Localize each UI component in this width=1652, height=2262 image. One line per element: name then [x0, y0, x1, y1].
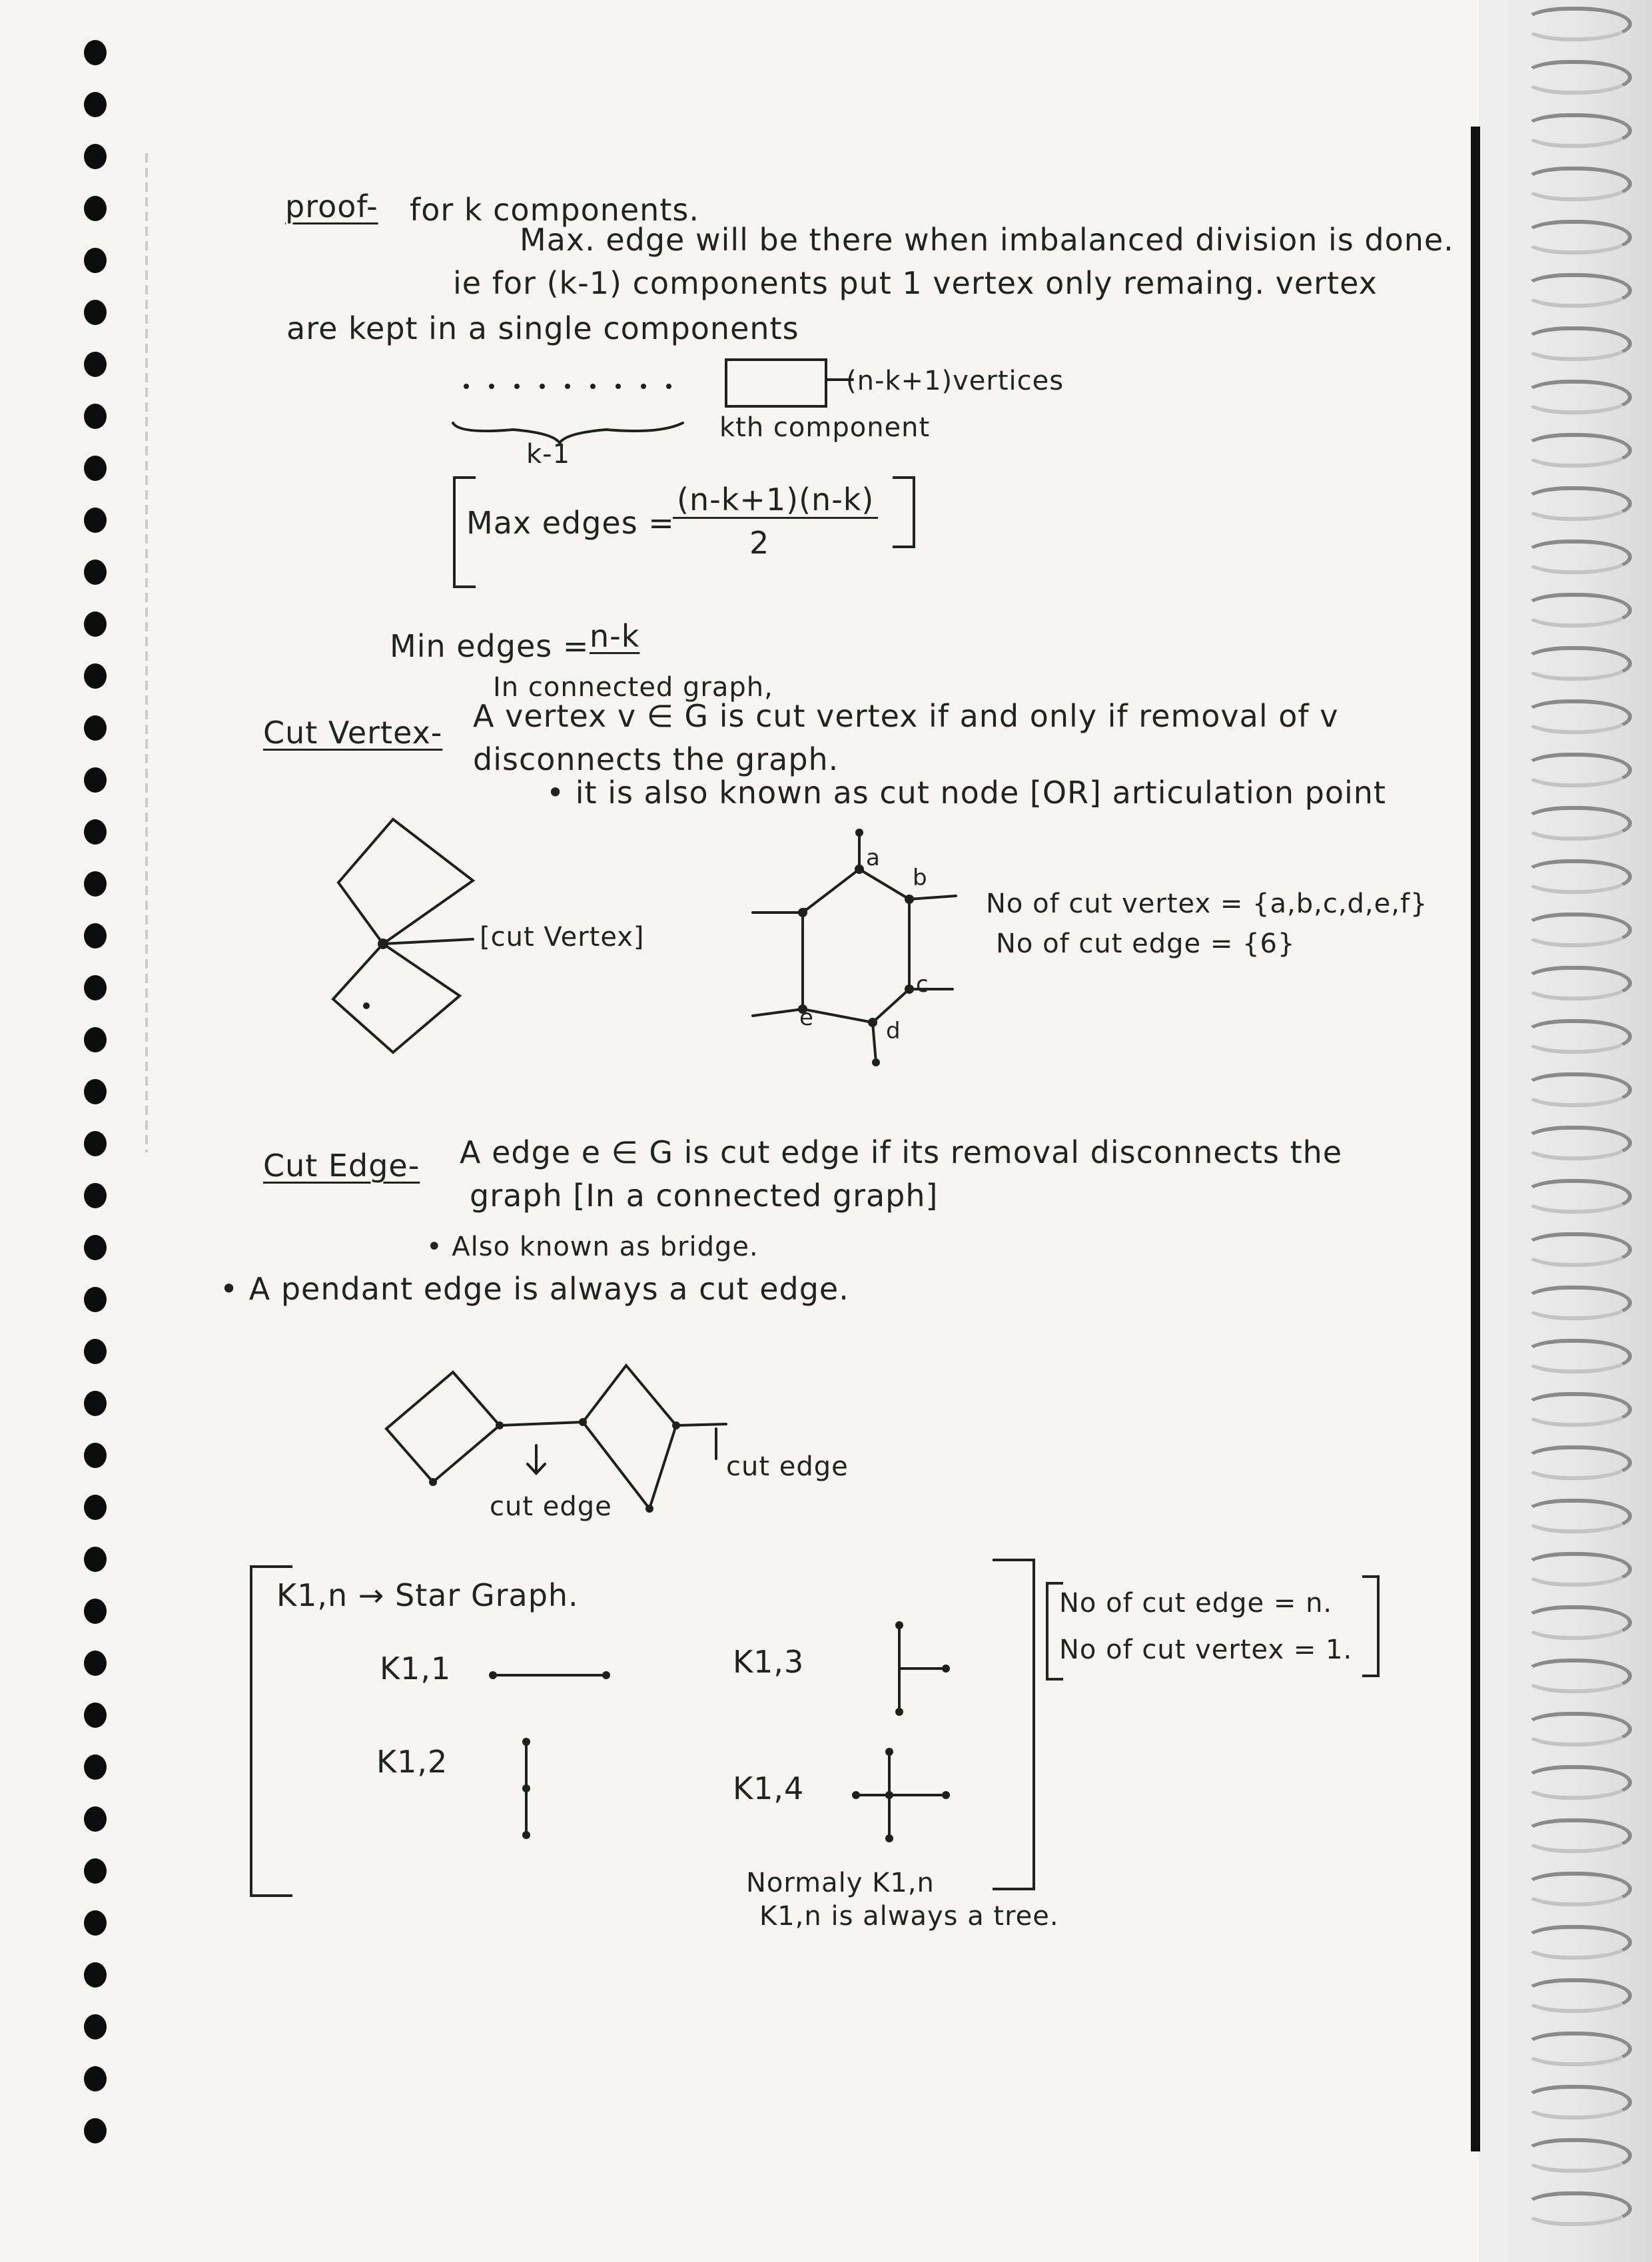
spiral-coil — [1524, 433, 1632, 468]
punch-hole — [84, 1754, 107, 1780]
cut-vertex-line-3: • it is also known as cut node [OR] articulation point — [546, 775, 1386, 811]
punch-hole — [84, 1391, 107, 1416]
star-left-bracket — [250, 1565, 292, 1897]
punch-hole — [84, 404, 107, 429]
punch-hole — [84, 1079, 107, 1104]
spiral-coil — [1524, 1765, 1632, 1800]
punch-hole — [84, 508, 107, 533]
punch-hole — [84, 92, 107, 117]
spiral-coil — [1524, 593, 1632, 627]
spiral-coil — [1524, 2085, 1632, 2119]
spiral-coil — [1524, 1445, 1632, 1480]
punch-hole — [84, 1910, 107, 1936]
spiral-coil — [1524, 1232, 1632, 1267]
component-dot — [489, 384, 494, 389]
punch-hole — [84, 1702, 107, 1728]
star-graphs-diagram — [486, 1625, 953, 1892]
spiral-coil — [1524, 753, 1632, 787]
cut-edge-line-4: • A pendant edge is always a cut edge. — [220, 1271, 849, 1307]
max-edges-label: Max edges = — [466, 505, 675, 541]
k-minus-1-label: k-1 — [526, 439, 571, 470]
punch-hole — [84, 1651, 107, 1676]
spiral-coil — [1524, 913, 1632, 947]
n-k-1-vertices-label: (n-k+1)vertices — [846, 366, 1064, 396]
cut-vertex-line-1: A vertex v ∈ G is cut vertex if and only if removal of v — [473, 698, 1339, 734]
hex-label-b: b — [913, 865, 928, 891]
spiral-coil — [1524, 2032, 1632, 2066]
k13-label: K1,3 — [733, 1644, 805, 1680]
component-dot — [616, 384, 621, 389]
punch-hole — [84, 1858, 107, 1884]
hex-label-c: c — [916, 971, 929, 998]
punch-hole — [84, 1962, 107, 1988]
spiral-coil — [1524, 1286, 1632, 1320]
spiral-coil — [1524, 1712, 1632, 1746]
star-note-1: Normaly K1,n — [746, 1868, 935, 1898]
component-dot — [590, 384, 596, 389]
cut-edge-line-1: A edge e ∈ G is cut edge if its removal disconnects the — [460, 1134, 1343, 1170]
spiral-coil — [1524, 2138, 1632, 2173]
cut-edge-line-2: graph [In a connected graph] — [470, 1178, 939, 1214]
k14-label: K1,4 — [733, 1770, 805, 1806]
spiral-coil — [1524, 1392, 1632, 1427]
spiral-coil — [1524, 806, 1632, 841]
spiral-coil — [1524, 1552, 1632, 1587]
punch-hole — [84, 767, 107, 793]
spiral-coil — [1524, 486, 1632, 521]
cut-edge-heading: Cut Edge- — [263, 1148, 420, 1184]
spiral-coil — [1524, 2191, 1632, 2226]
star-graph-title: K1,n → Star Graph. — [276, 1577, 579, 1613]
spiral-coil — [1524, 380, 1632, 414]
k12-label: K1,2 — [376, 1744, 448, 1780]
punch-hole — [84, 2118, 107, 2143]
punch-hole — [84, 40, 107, 65]
punch-hole — [84, 560, 107, 585]
max-edges-denominator: 2 — [749, 525, 770, 561]
spiral-coil — [1524, 1072, 1632, 1107]
spiral-coil — [1524, 60, 1632, 95]
k11-label: K1,1 — [380, 1651, 452, 1687]
punch-hole — [84, 1027, 107, 1052]
spiral-coil — [1524, 1339, 1632, 1373]
spiral-coil — [1524, 1818, 1632, 1853]
hexagon-diagram — [733, 826, 986, 1079]
punch-hole — [84, 1547, 107, 1572]
punch-hole — [84, 456, 107, 481]
punch-hole — [84, 1599, 107, 1624]
spiral-coil — [1524, 1019, 1632, 1054]
spiral-coil — [1524, 540, 1632, 574]
punch-hole — [84, 1495, 107, 1520]
proof-line-3: ie for (k-1) components put 1 vertex only remaing. vertex — [453, 265, 1378, 301]
punch-hole — [84, 300, 107, 325]
hex-label-f: f — [799, 905, 808, 931]
punch-hole — [84, 1183, 107, 1208]
punch-hole — [84, 248, 107, 273]
punch-hole — [84, 715, 107, 741]
punch-hole — [84, 1443, 107, 1468]
punch-hole — [84, 611, 107, 637]
punch-hole — [84, 923, 107, 948]
punch-holes — [73, 40, 107, 2171]
proof-line-4: are kept in a single components — [286, 310, 799, 346]
punch-hole — [84, 1235, 107, 1260]
hex-label-d: d — [886, 1018, 901, 1044]
cut-vertex-heading: Cut Vertex- — [263, 715, 443, 751]
spiral-coil — [1524, 1605, 1632, 1640]
cut-vertex-line-2: disconnects the graph. — [473, 741, 839, 777]
cut-edge-label-left: cut edge — [490, 1491, 612, 1522]
punch-hole — [84, 819, 107, 845]
star-cut-vertex-count: No of cut vertex = 1. — [1059, 1635, 1353, 1665]
punch-hole — [84, 2014, 107, 2040]
kth-component-label: kth component — [719, 412, 931, 443]
spiral-coil — [1524, 1499, 1632, 1533]
max-edges-right-bracket — [893, 476, 915, 548]
min-edges-label: Min edges = — [390, 628, 590, 664]
punch-hole — [84, 871, 107, 897]
spiral-coil — [1524, 167, 1632, 201]
star-right-bracket — [993, 1559, 1035, 1890]
proof-line-2: Max. edge will be there when imbalanced division is done. — [520, 222, 1454, 258]
punch-hole — [84, 1339, 107, 1364]
component-dot — [641, 384, 646, 389]
spiral-coil — [1524, 646, 1632, 681]
spiral-coil — [1524, 220, 1632, 254]
spiral-coil — [1524, 273, 1632, 308]
punch-hole — [84, 1806, 107, 1832]
spiral-coil — [1524, 7, 1632, 41]
cut-edge-label-right: cut edge — [726, 1451, 849, 1482]
hex-label-e: e — [799, 1004, 814, 1031]
star-note-2: K1,n is always a tree. — [759, 1901, 1059, 1932]
spiral-coil — [1524, 113, 1632, 148]
punch-hole — [84, 352, 107, 377]
punch-hole — [84, 1131, 107, 1156]
proof-heading: proof- — [285, 188, 378, 224]
spiral-coil — [1524, 1179, 1632, 1214]
component-dot — [666, 384, 671, 389]
count-right-bracket — [1362, 1575, 1380, 1677]
max-edges-numerator: (n-k+1)(n-k) — [673, 483, 878, 519]
cut-vertex-count: No of cut vertex = {a,b,c,d,e,f} — [986, 889, 1428, 919]
punch-hole — [84, 144, 107, 169]
cut-vertex-pre: In connected graph, — [493, 672, 773, 703]
spiral-coil — [1524, 859, 1632, 894]
cut-edge-line-3: • Also known as bridge. — [426, 1232, 759, 1262]
spiral-coil — [1524, 1978, 1632, 2013]
punch-hole — [84, 196, 107, 221]
punch-hole — [84, 1287, 107, 1312]
cut-vertex-arrow-label: [cut Vertex] — [480, 922, 645, 952]
punch-hole — [84, 663, 107, 689]
punch-hole — [84, 975, 107, 1000]
margin-line — [145, 153, 148, 1152]
component-dot — [565, 384, 570, 389]
proof-line-1: for k components. — [410, 192, 699, 228]
spiral-coil — [1524, 1872, 1632, 1906]
spiral-coil — [1524, 966, 1632, 1000]
min-edges-value: n-k — [590, 618, 640, 654]
spiral-coil — [1524, 1126, 1632, 1160]
component-dot — [540, 384, 545, 389]
spiral-coil — [1524, 1659, 1632, 1693]
spiral-coil — [1524, 326, 1632, 361]
component-dot — [514, 384, 520, 389]
spiral-edge — [1471, 127, 1480, 2151]
spiral-coil — [1524, 699, 1632, 734]
component-dot — [464, 384, 469, 389]
punch-hole — [84, 2066, 107, 2091]
cut-edge-count: No of cut edge = {6} — [996, 929, 1296, 959]
star-cut-edge-count: No of cut edge = n. — [1059, 1588, 1333, 1619]
hex-label-a: a — [866, 845, 881, 871]
spiral-coil — [1524, 1925, 1632, 1960]
